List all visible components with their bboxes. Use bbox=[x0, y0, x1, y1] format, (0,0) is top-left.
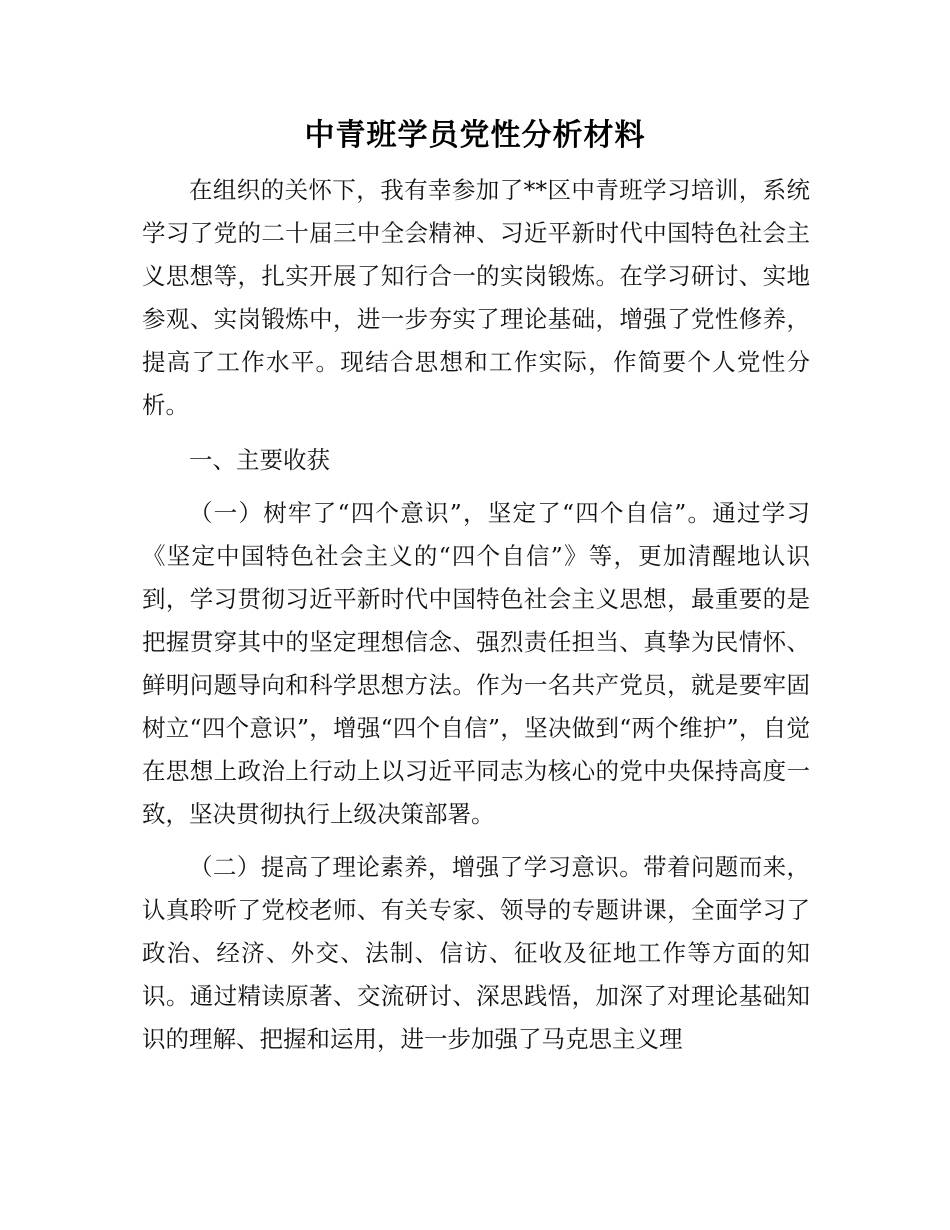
paragraph-theory-literacy: （二）提高了理论素养，增强了学习意识。带着问题而来，认真聆听了党校老师、有关专家、领导的专题讲课，全面学习了政治、经济、外交、法制、信访、征收及征地工作等方面的知识。通过精读原著、交流研讨、深思践悟，加深了对理论基础知识的理解、把握和运用，进一步加强了马克思主义理 bbox=[142, 853, 810, 1053]
section-heading-main-gains: 一、主要收获 bbox=[189, 446, 330, 474]
paragraph-four-consciousness: （一）树牢了“四个意识”，坚定了“四个自信”。通过学习《坚定中国特色社会主义的“四个自信”》等，更加清醒地认识到，学习贯彻习近平新时代中国特色社会主义思想，最重要的是把握贯穿其中的坚定理想信念、强烈责任担当、真挚为民情怀、鲜明问题导向和科学思想方法。作为一名共产党员，就是要牢固树立“四个意识”，增强“四个自信”，坚决做到“两个维护”，自觉在思想上政治上行动上以习近平同志为核心的党中央保持高度一致，坚决贯彻执行上级决策部署。 bbox=[142, 499, 810, 828]
document-title: 中青班学员党性分析材料 bbox=[304, 118, 646, 153]
document-body bbox=[142, 169, 810, 1061]
intro-paragraph: 在组织的关怀下，我有幸参加了**区中青班学习培训，系统学习了党的二十届三中全会精神、习近平新时代中国特色社会主义思想等，扎实开展了知行合一的实岗锻炼。在学习研讨、实地参观、实岗锻炼中，进一步夯实了理论基础，增强了党性修养，提高了工作水平。现结合思想和工作实际，作简要个人党性分析。 bbox=[142, 176, 810, 419]
